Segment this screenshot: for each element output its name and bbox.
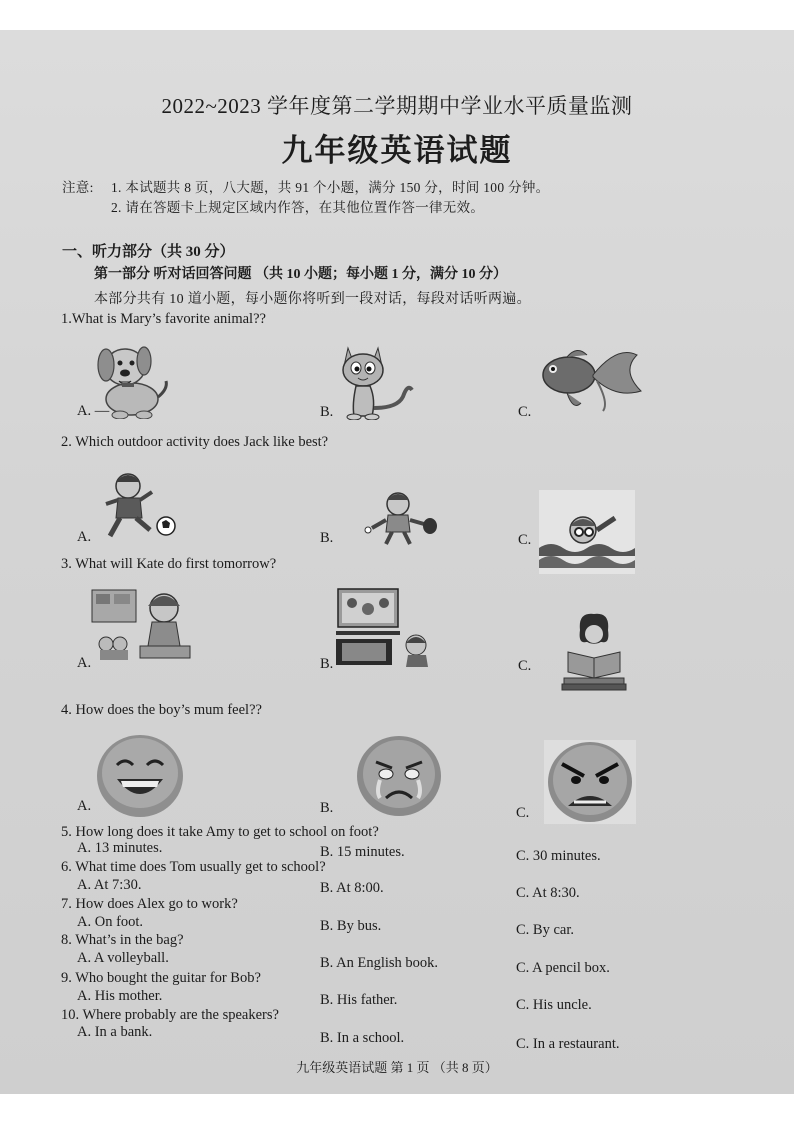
q4-option-c: C. <box>516 805 530 821</box>
question-7: 7. How does Alex go to work? <box>61 896 238 912</box>
q4-option-a: A. <box>77 798 92 814</box>
soccer-boy-icon <box>96 470 180 542</box>
crying-face-icon <box>356 734 442 818</box>
q5-option-a: A. 13 minutes. <box>77 840 163 856</box>
q10-option-c: C. In a restaurant. <box>516 1036 620 1052</box>
page-footer: 九年级英语试题 第 1 页 （共 8 页） <box>296 1060 498 1075</box>
q5-option-b: B. 15 minutes. <box>320 844 405 860</box>
question-8: 8. What’s in the bag? <box>61 932 184 948</box>
question-2: 2. Which outdoor activity does Jack like best? <box>61 434 329 450</box>
part-1-title: 第一部分 听对话回答问题 （共 10 小题；每小题 1 分，满分 10 分） <box>94 267 507 282</box>
part-1-instruction: 本部分共有 10 道小题，每小题你将听到一段对话，每段对话听两遍。 <box>94 292 531 307</box>
subject-title: 九年级英语试题 <box>281 133 513 168</box>
ping-pong-boy-icon <box>362 490 442 546</box>
tv-watching-icon <box>336 587 434 669</box>
angry-face-icon <box>544 740 636 824</box>
q6-option-b: B. At 8:00. <box>320 880 384 896</box>
laughing-face-icon <box>95 733 185 819</box>
question-5: 5. How long does it take Amy to get to school on foot? <box>61 824 379 840</box>
q8-option-c: C. A pencil box. <box>516 960 610 976</box>
reading-girl-icon <box>558 612 634 694</box>
q5-option-c: C. 30 minutes. <box>516 848 601 864</box>
q8-option-b: B. An English book. <box>320 955 439 971</box>
q8-option-a: A. A volleyball. <box>77 950 169 966</box>
q6-option-c: C. At 8:30. <box>516 885 580 901</box>
q1-option-c: C. <box>518 404 532 420</box>
painting-girl-icon <box>90 584 192 664</box>
q7-option-c: C. By car. <box>516 922 574 938</box>
q7-option-b: B. By bus. <box>320 918 382 934</box>
q9-option-a: A. His mother. <box>77 988 163 1004</box>
q4-option-b: B. <box>320 800 334 816</box>
q2-option-b: B. <box>320 530 334 546</box>
q3-option-a: A. <box>77 655 92 671</box>
q3-option-c: C. <box>518 658 532 674</box>
q2-option-a: A. <box>77 529 92 545</box>
q6-option-a: A. At 7:30. <box>77 877 142 893</box>
q7-option-a: A. On foot. <box>77 914 144 930</box>
notes-label: 注意: <box>62 180 94 195</box>
q10-option-b: B. In a school. <box>320 1030 405 1046</box>
goldfish-icon <box>537 341 643 413</box>
q9-option-b: B. His father. <box>320 992 398 1008</box>
question-6: 6. What time does Tom usually get to school? <box>61 859 326 875</box>
question-9: 9. Who bought the guitar for Bob? <box>61 970 261 986</box>
notes-line-2: 2. 请在答题卡上规定区域内作答，在其他位置作答一律无效。 <box>111 200 485 215</box>
q2-option-c: C. <box>518 532 532 548</box>
section-listening-title: 一、听力部分（共 30 分） <box>62 244 235 260</box>
cat-icon <box>334 338 416 420</box>
question-4: 4. How does the boy’s mum feel?? <box>61 702 262 718</box>
q9-option-c: C. His uncle. <box>516 997 592 1013</box>
q1-option-a: A. — <box>77 403 110 419</box>
notes-line-1: 1. 本试题共 8 页，八大题，共 91 个小题，满分 150 分，时间 100 分钟。 <box>111 180 550 195</box>
question-1: 1.What is Mary’s favorite animal?? <box>61 311 266 327</box>
question-3: 3. What will Kate do first tomorrow? <box>61 556 277 572</box>
q1-option-b: B. <box>320 404 334 420</box>
swimmer-icon <box>539 490 635 574</box>
exam-title: 2022~2023 学年度第二学期期中学业水平质量监测 <box>161 94 633 118</box>
exam-paper <box>0 30 794 1094</box>
question-10: 10. Where probably are the speakers? <box>61 1007 279 1023</box>
q10-option-a: A. In a bank. <box>77 1024 153 1040</box>
q3-option-b: B. <box>320 656 334 672</box>
